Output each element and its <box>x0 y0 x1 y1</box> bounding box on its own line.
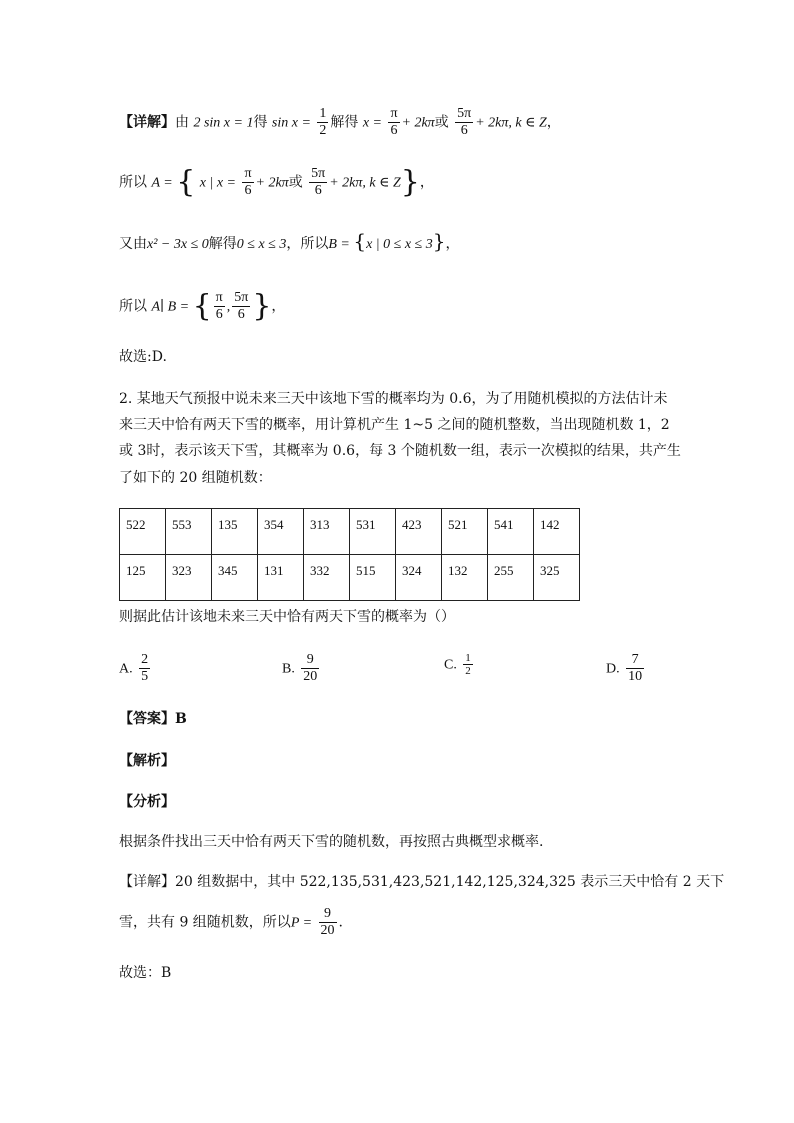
text: 所以 <box>119 174 147 191</box>
option-d[interactable] <box>606 652 646 685</box>
table-cell: 332 <box>304 555 350 601</box>
denominator: 6 <box>237 307 245 322</box>
table-cell: 522 <box>120 509 166 555</box>
equation: x | 0 ≤ x ≤ 3 <box>366 237 433 252</box>
text: 解得 <box>208 236 237 252</box>
option-label: A. <box>119 661 133 677</box>
denominator: 6 <box>244 183 252 198</box>
table-cell: 541 <box>488 509 534 555</box>
option-b[interactable] <box>282 652 321 685</box>
table-cell: 521 <box>442 509 488 555</box>
answer: 【答案】B <box>119 711 187 727</box>
denominator: 10 <box>628 669 643 684</box>
right-brace: } <box>432 229 446 253</box>
fenxi-text: 根据条件找出三天中恰有两天下雪的随机数，再按照古典概型求概率. <box>119 834 544 850</box>
table-cell: 345 <box>212 555 258 601</box>
numerator: 5π <box>457 106 472 121</box>
table-cell: 515 <box>350 555 396 601</box>
numerator: 5π <box>234 290 249 305</box>
intersection-line <box>119 290 285 323</box>
numerator: π <box>215 290 223 305</box>
numerator: 1 <box>465 652 471 664</box>
table-cell: 325 <box>534 555 580 601</box>
analysis-heading: 【解析】 <box>119 753 175 769</box>
table-cell: 553 <box>166 509 212 555</box>
text: 或 <box>434 114 449 131</box>
option-label: D. <box>606 661 620 677</box>
text: 雪，共有 9 组随机数，所以 <box>119 914 291 931</box>
table-cell: 255 <box>488 555 534 601</box>
question-line-3: 或 3时，表示该天下雪，其概率为 0.6，每 3 个随机数一组，表示一次模拟的结果，共产生 <box>119 443 681 459</box>
equation: + 2kπ, k ∈ Z <box>329 175 401 191</box>
denominator: 20 <box>303 669 318 684</box>
left-brace: { <box>353 229 367 253</box>
fraction-pi-6 <box>242 166 253 199</box>
detail2-line-1 <box>119 872 724 892</box>
detail-tag: 【详解】 <box>119 114 175 131</box>
equation: B = <box>328 237 354 252</box>
fraction-5pi-6 <box>232 290 250 323</box>
probability-fraction <box>319 906 337 939</box>
fraction-pi-6 <box>214 290 225 323</box>
question-line-2: 来三天中恰有两天下雪的概率，用计算机产生 1~5 之间的随机整数，当出现随机数 1，2 <box>119 417 670 433</box>
choice-line-2: 故选：B <box>119 965 172 981</box>
table-cell: 324 <box>396 555 442 601</box>
question-line-4: 了如下的 20 组随机数： <box>119 470 272 486</box>
text: 又由 <box>119 236 147 252</box>
equation: P = <box>290 915 313 931</box>
text: 或 <box>288 174 303 191</box>
text: 所以 <box>119 298 147 315</box>
fraction-5pi-6 <box>309 166 327 199</box>
question-stem: 则据此估计该地未来三天中恰有两天下雪的概率为（） <box>119 609 455 625</box>
left-brace: { <box>192 288 212 324</box>
text: ， <box>445 236 460 252</box>
table-cell: 135 <box>212 509 258 555</box>
equation: 2 sin x = 1 <box>193 115 254 131</box>
text: ， <box>546 114 561 131</box>
text: , <box>226 299 231 315</box>
table-cell: 313 <box>304 509 350 555</box>
equation: x² − 3x ≤ 0 <box>147 237 209 252</box>
table-cell: 354 <box>258 509 304 555</box>
detail-line-1 <box>119 106 561 139</box>
fraction-5pi-6 <box>455 106 473 139</box>
set-b-line <box>119 231 459 255</box>
numerator: 5π <box>311 166 326 181</box>
equation: 0 ≤ x ≤ 3 <box>236 237 287 252</box>
detail2-line-2 <box>119 906 343 939</box>
numerator: 9 <box>301 652 319 669</box>
text: ， <box>419 174 434 191</box>
fenxi-heading: 【分析】 <box>119 794 175 810</box>
text: ，所以 <box>286 236 329 252</box>
option-label: B. <box>282 661 295 677</box>
table-cell: 531 <box>350 509 396 555</box>
denominator: 6 <box>314 183 322 198</box>
denominator: 6 <box>215 307 223 322</box>
numerator: π <box>244 166 252 181</box>
table-cell: 132 <box>442 555 488 601</box>
numerator: 9 <box>319 906 337 923</box>
option-fraction <box>139 652 150 685</box>
numerator: π <box>390 106 398 121</box>
option-a[interactable] <box>119 652 152 685</box>
denominator: 20 <box>320 923 335 938</box>
equation: x = <box>362 115 382 131</box>
table-cell: 131 <box>258 555 304 601</box>
denominator: 6 <box>460 123 468 138</box>
text: 由 <box>175 114 189 131</box>
option-fraction <box>463 652 473 677</box>
right-brace: } <box>252 288 272 324</box>
set-a-line <box>119 166 434 199</box>
numerator: 1 <box>319 106 327 121</box>
equation: x | x = <box>199 175 236 191</box>
random-number-table <box>119 508 580 601</box>
equation: sin x = <box>271 115 311 131</box>
equation: + 2kπ, k ∈ Z <box>475 115 547 131</box>
text: 解得 <box>330 114 359 131</box>
right-brace: } <box>400 164 420 200</box>
option-label: C. <box>444 657 457 673</box>
equation: A = <box>151 175 177 191</box>
option-fraction <box>626 652 644 685</box>
option-fraction <box>301 652 319 685</box>
equation: A∣ B = <box>151 299 193 315</box>
choice-line-1: 故选:D. <box>119 349 167 365</box>
numerator: 2 <box>141 652 149 667</box>
denominator: 2 <box>319 123 327 138</box>
text: 得 <box>253 114 268 131</box>
text: 【详解】20 组数据中，其中 522,135,531,423,521,142,125,324,325 表示三天中恰有 2 天下 <box>119 874 725 890</box>
text: ， <box>271 298 286 315</box>
numerator: 7 <box>626 652 644 669</box>
equation: + 2kπ <box>255 175 289 191</box>
fraction-half <box>317 106 328 139</box>
table-cell: 323 <box>166 555 212 601</box>
denominator: 5 <box>141 669 149 684</box>
left-brace: { <box>176 164 196 200</box>
table-cell: 142 <box>534 509 580 555</box>
table-cell: 423 <box>396 509 442 555</box>
table-row <box>120 555 580 601</box>
question-line-1: 2. 某地天气预报中说未来三天中该地下雪的概率均为 0.6，为了用随机模拟的方法估计未 <box>119 391 668 407</box>
option-c[interactable] <box>444 652 475 677</box>
text: . <box>338 914 343 931</box>
equation: + 2kπ <box>401 115 435 131</box>
denominator: 6 <box>390 123 398 138</box>
fraction-pi-6 <box>388 106 399 139</box>
table-row <box>120 509 580 555</box>
table-cell: 125 <box>120 555 166 601</box>
denominator: 2 <box>465 665 471 677</box>
